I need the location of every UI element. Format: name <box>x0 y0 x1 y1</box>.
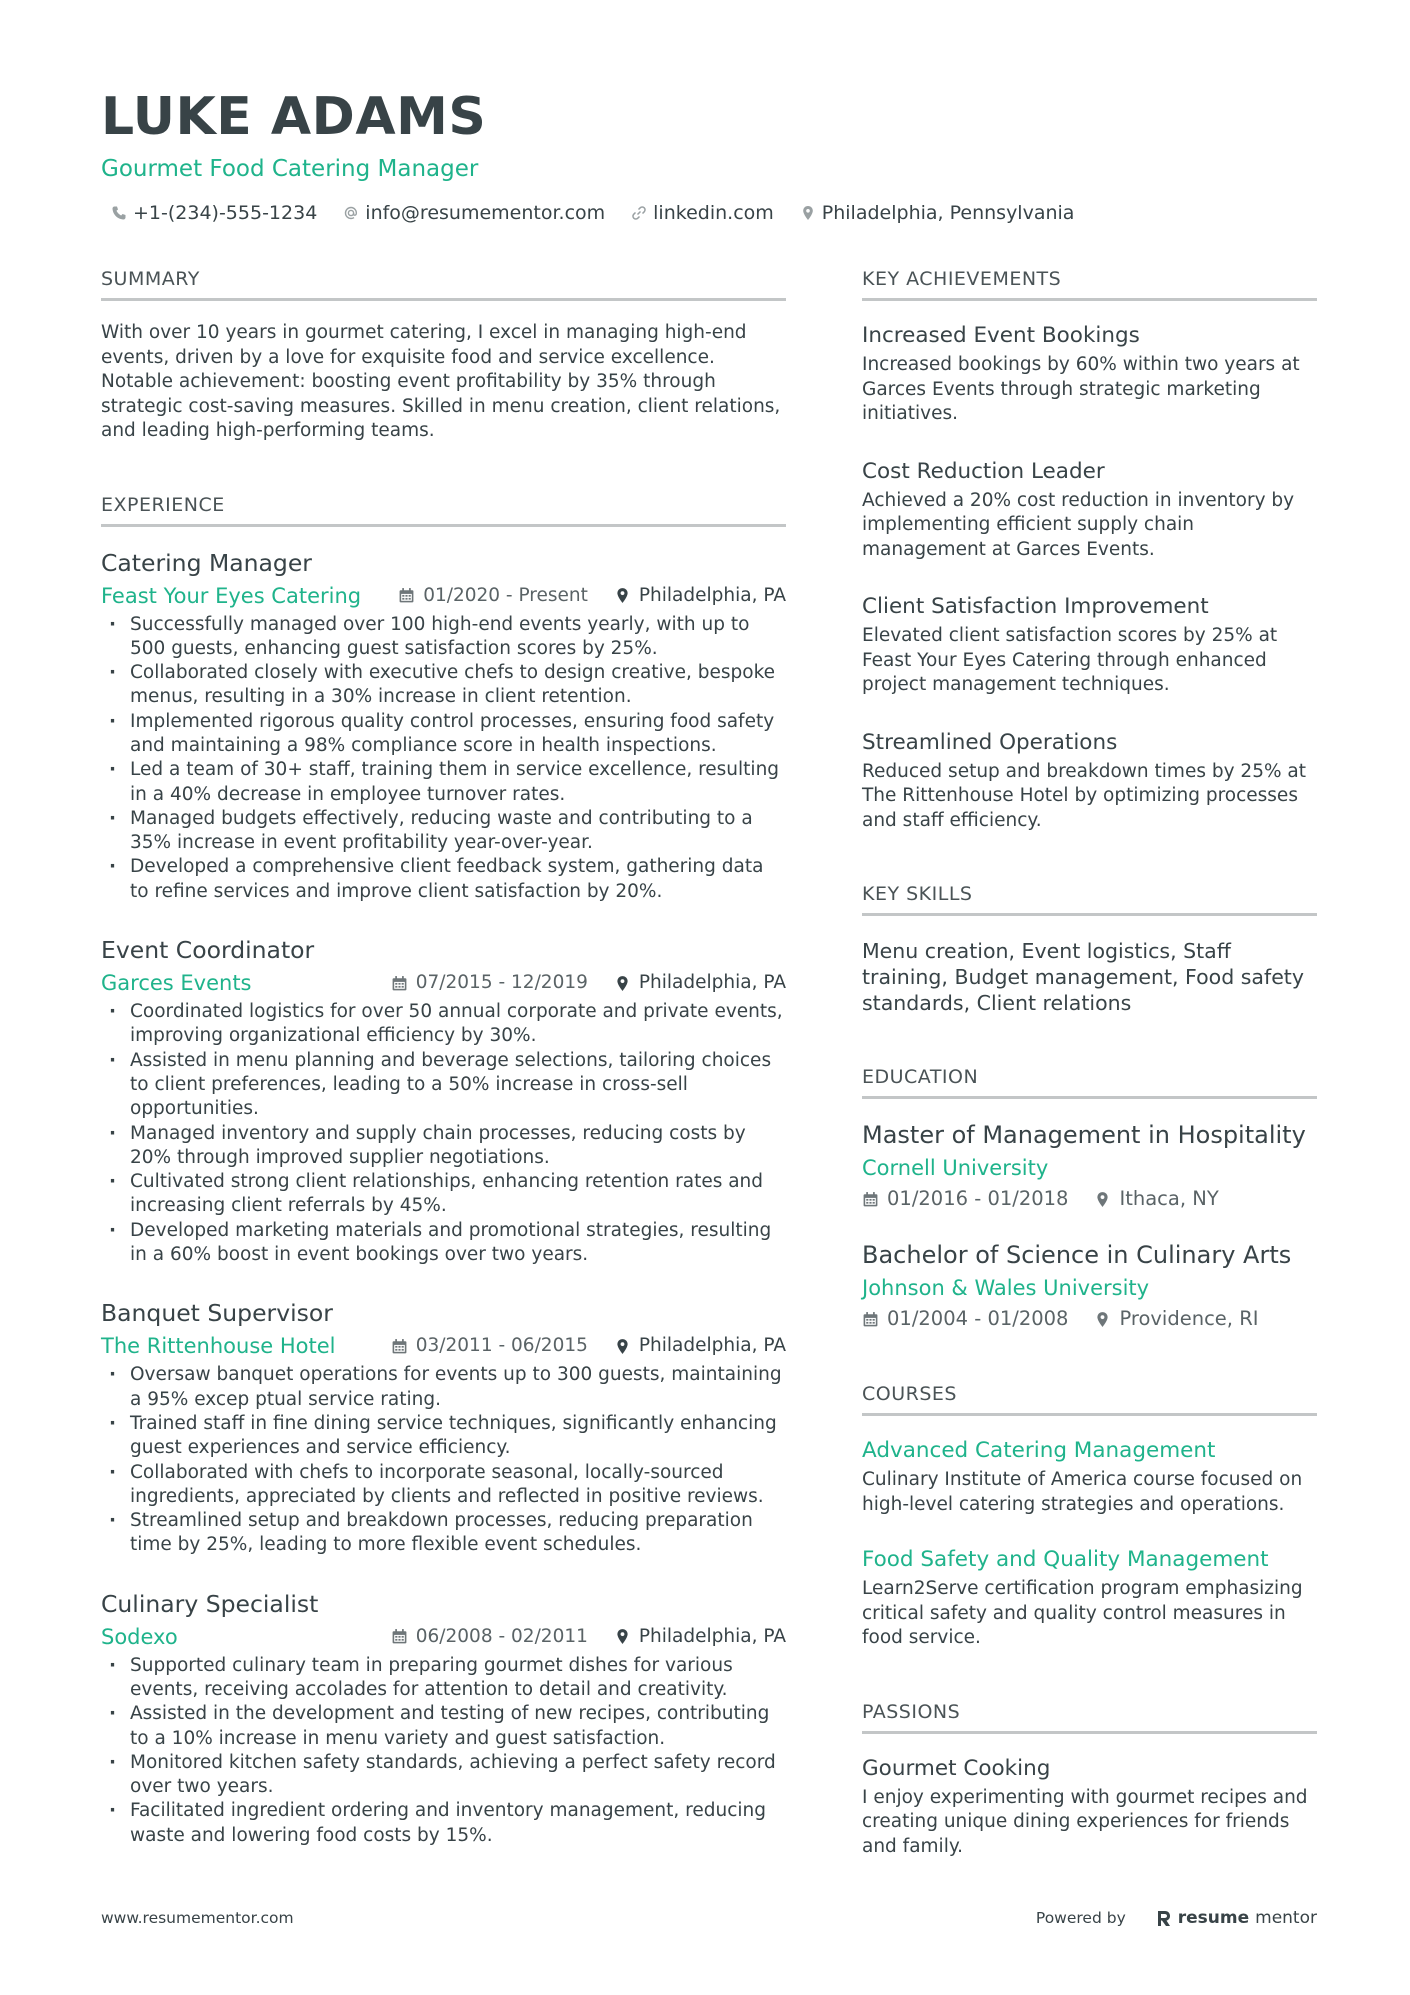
location-pin-icon <box>800 205 816 221</box>
course-item <box>862 1545 1317 1651</box>
calendar-icon <box>862 1311 879 1328</box>
calendar-icon <box>391 1628 408 1645</box>
company-name: Garces Events <box>101 971 252 996</box>
course-text: Learn2Serve certification program emphasizing critical safety and quality control measures in food service. <box>862 1578 1303 1648</box>
degree-title: Master of Management in Hospitality <box>862 1121 1306 1149</box>
location-pin-icon <box>1094 1191 1111 1208</box>
bullet-item: · Collaborated closely with executive chefs to design creative, bespoke menus, resulting in a 30% increase in client retention. <box>101 661 786 710</box>
education-dates: 01/2004 - 01/2008 <box>862 1305 1068 1333</box>
skills-heading: KEY SKILLS <box>862 881 1317 916</box>
skills-text: Menu creation, Event logistics, Staff training, Budget management, Food safety standards, Client relations <box>862 939 1304 1015</box>
achievement-text: Elevated client satisfaction scores by 25% at Feast Your Eyes Catering through enhanced project management techniques. <box>862 625 1278 695</box>
degree-title: Bachelor of Science in Culinary Arts <box>862 1241 1292 1269</box>
bullet-item: · Assisted in menu planning and beverage selections, tailoring choices to client preferences, leading to a 50% increase in cross-sell opportunities. <box>101 1049 786 1122</box>
education-location: Providence, RI <box>1094 1305 1258 1333</box>
passions-heading: PASSIONS <box>862 1699 1317 1734</box>
contact-location <box>800 200 1075 226</box>
resume-header <box>101 86 1321 226</box>
course-text: Culinary Institute of America course focused on high-level catering strategies and operations. <box>862 1469 1303 1515</box>
company-name: The Rittenhouse Hotel <box>101 1334 336 1359</box>
brand-name-light: mentor <box>1255 1908 1317 1928</box>
location-pin-icon <box>1094 1311 1111 1328</box>
candidate-role: Gourmet Food Catering Manager <box>101 156 479 182</box>
achievement-title: Cost Reduction Leader <box>862 458 1105 484</box>
phone-icon <box>111 205 127 221</box>
footer-branding <box>1036 1908 1317 1928</box>
bullet-item: · Facilitated ingredient ordering and inventory management, reducing waste and lowering food costs by 15%. <box>101 1799 786 1848</box>
email-text[interactable]: info@resumementor.com <box>365 202 606 224</box>
course-title: Advanced Catering Management <box>862 1438 1216 1463</box>
job-meta <box>101 1622 786 1652</box>
education-dates: 01/2016 - 01/2018 <box>862 1185 1068 1213</box>
job-meta <box>101 581 786 611</box>
education-meta <box>862 1305 1317 1333</box>
bullet-item: · Developed marketing materials and promotional strategies, resulting in a 60% boost in event bookings over two years. <box>101 1219 786 1268</box>
experience-entry <box>101 1297 786 1557</box>
achievement-text: Achieved a 20% cost reduction in inventory by implementing efficient supply chain management at Garces Events. <box>862 489 1295 560</box>
job-dates: 01/2020 - Present <box>398 581 588 611</box>
school-name: Johnson & Wales University <box>862 1276 1150 1300</box>
bullet-item: · Cultivated strong client relationships, enhancing retention rates and increasing client referrals by 45%. <box>101 1170 786 1219</box>
education-meta <box>862 1185 1317 1213</box>
bullet-item: · Trained staff in fine dining service techniques, significantly enhancing guest experiences and service efficiency. <box>101 1412 786 1461</box>
job-location: Philadelphia, PA <box>614 581 786 611</box>
location-pin-icon <box>614 1338 631 1355</box>
achievement-item <box>862 728 1317 834</box>
at-icon <box>343 205 359 221</box>
location-pin-icon <box>614 1628 631 1645</box>
footer-website[interactable]: www.resumementor.com <box>101 1909 294 1927</box>
achievement-text: Reduced setup and breakdown times by 25% at The Rittenhouse Hotel by optimizing processes and staff efficiency. <box>862 760 1307 831</box>
bullet-item: · Managed budgets effectively, reducing waste and contributing to a 35% increase in event profitability year-over-year. <box>101 807 786 856</box>
resumementor-logo-icon <box>1156 1909 1172 1927</box>
job-bullets <box>101 1363 786 1557</box>
course-item <box>862 1436 1317 1517</box>
education-item <box>862 1239 1317 1333</box>
bullet-item: · Developed a comprehensive client feedback system, gathering data to refine services and improve client satisfaction by 20%. <box>101 855 786 904</box>
courses-heading: COURSES <box>862 1381 1317 1416</box>
job-title: Culinary Specialist <box>101 1589 319 1618</box>
contact-row <box>101 200 1321 226</box>
job-title: Catering Manager <box>101 548 312 577</box>
job-title: Event Coordinator <box>101 936 315 965</box>
calendar-icon <box>391 1338 408 1355</box>
achievement-text: Increased bookings by 60% within two years at Garces Events through strategic marketing initiatives. <box>862 354 1300 424</box>
calendar-icon <box>398 587 415 604</box>
location-text: Philadelphia, Pennsylvania <box>821 202 1075 224</box>
calendar-icon <box>391 975 408 992</box>
linkedin-text[interactable]: linkedin.com <box>653 202 774 224</box>
experience-entry <box>101 934 786 1267</box>
brand-logo[interactable] <box>1156 1908 1317 1928</box>
location-pin-icon <box>614 975 631 992</box>
bullet-item: · Streamlined setup and breakdown processes, reducing preparation time by 25%, leading to more flexible event schedules. <box>101 1509 786 1558</box>
achievements-heading: KEY ACHIEVEMENTS <box>862 266 1317 301</box>
job-bullets <box>101 1654 786 1848</box>
job-location: Philadelphia, PA <box>614 968 786 998</box>
achievement-item <box>862 592 1317 698</box>
school-name: Cornell University <box>862 1156 1049 1180</box>
brand-name-bold: resume <box>1177 1908 1250 1928</box>
bullet-item: · Assisted in the development and testing of new recipes, contributing to a 10% increase in menu variety and guest satisfaction. <box>101 1702 786 1751</box>
job-dates: 03/2011 - 06/2015 <box>391 1331 588 1361</box>
bullet-item: · Successfully managed over 100 high-end events yearly, with up to 500 guests, enhancing guest satisfaction scores by 25%. <box>101 613 786 662</box>
education-item <box>862 1119 1317 1213</box>
bullet-item: · Coordinated logistics for over 50 annual corporate and private events, improving organizational efficiency by 30%. <box>101 1000 786 1049</box>
contact-email <box>343 200 605 226</box>
job-meta <box>101 968 786 998</box>
achievement-title: Streamlined Operations <box>862 729 1118 755</box>
course-title: Food Safety and Quality Management <box>862 1547 1269 1572</box>
job-title: Banquet Supervisor <box>101 1299 333 1328</box>
bullet-item: · Managed inventory and supply chain processes, reducing costs by 20% through improved supplier negotiations. <box>101 1122 786 1171</box>
job-location: Philadelphia, PA <box>614 1622 786 1652</box>
contact-phone <box>111 200 317 226</box>
right-column <box>862 266 1317 1859</box>
education-heading: EDUCATION <box>862 1064 1317 1099</box>
company-name: Feast Your Eyes Catering <box>101 583 362 608</box>
candidate-name: LUKE ADAMS <box>101 87 487 147</box>
bullet-item: · Oversaw banquet operations for events up to 300 guests, maintaining a 95% excep ptual service rating. <box>101 1363 786 1412</box>
contact-linkedin <box>631 200 774 226</box>
link-icon <box>631 205 647 221</box>
passion-text: I enjoy experimenting with gourmet recipes and creating unique dining experiences for friends and family. <box>862 1786 1308 1857</box>
job-dates: 07/2015 - 12/2019 <box>391 968 588 998</box>
job-bullets <box>101 1000 786 1267</box>
achievement-title: Client Satisfaction Improvement <box>862 594 1209 619</box>
summary-heading: SUMMARY <box>101 266 786 301</box>
bullet-item: · Monitored kitchen safety standards, achieving a perfect safety record over two years. <box>101 1751 786 1800</box>
phone-text: +1-(234)-555-1234 <box>133 202 318 224</box>
job-location: Philadelphia, PA <box>614 1331 786 1361</box>
passion-title: Gourmet Cooking <box>862 1755 1051 1781</box>
bullet-item: · Implemented rigorous quality control processes, ensuring food safety and maintaining a 98% compliance score in health inspections. <box>101 710 786 759</box>
powered-by-label: Powered by <box>1035 1909 1126 1927</box>
bullet-item: · Supported culinary team in preparing gourmet dishes for various events, receiving accolades for attention to detail and creativity. <box>101 1654 786 1703</box>
job-dates: 06/2008 - 02/2011 <box>391 1622 588 1652</box>
bullet-item: · Collaborated with chefs to incorporate seasonal, locally-sourced ingredients, appreciated by clients and reflected in positive reviews. <box>101 1461 786 1510</box>
experience-entry <box>101 547 786 905</box>
summary-text: With over 10 years in gourmet catering, I excel in managing high-end events, driven by a love for exquisite food and service excellence. Notable achievement: boosting event profitability by 35% through strategic cost-saving measures. Skilled in menu creation, client relations, and leading high-performing teams. <box>101 322 781 441</box>
job-meta <box>101 1331 786 1361</box>
experience-entry <box>101 1588 786 1848</box>
achievement-title: Increased Event Bookings <box>862 323 1140 348</box>
location-pin-icon <box>614 587 631 604</box>
bullet-item: · Led a team of 30+ staff, training them in service excellence, resulting in a 40% decrease in employee turnover rates. <box>101 758 786 807</box>
calendar-icon <box>862 1191 879 1208</box>
page-footer <box>101 1908 1317 1928</box>
experience-heading: EXPERIENCE <box>101 492 786 527</box>
left-column <box>101 266 786 1848</box>
achievement-item <box>862 321 1317 427</box>
achievement-item <box>862 457 1317 563</box>
job-bullets <box>101 613 786 905</box>
company-name: Sodexo <box>101 1624 178 1649</box>
education-location: Ithaca, NY <box>1094 1185 1218 1213</box>
